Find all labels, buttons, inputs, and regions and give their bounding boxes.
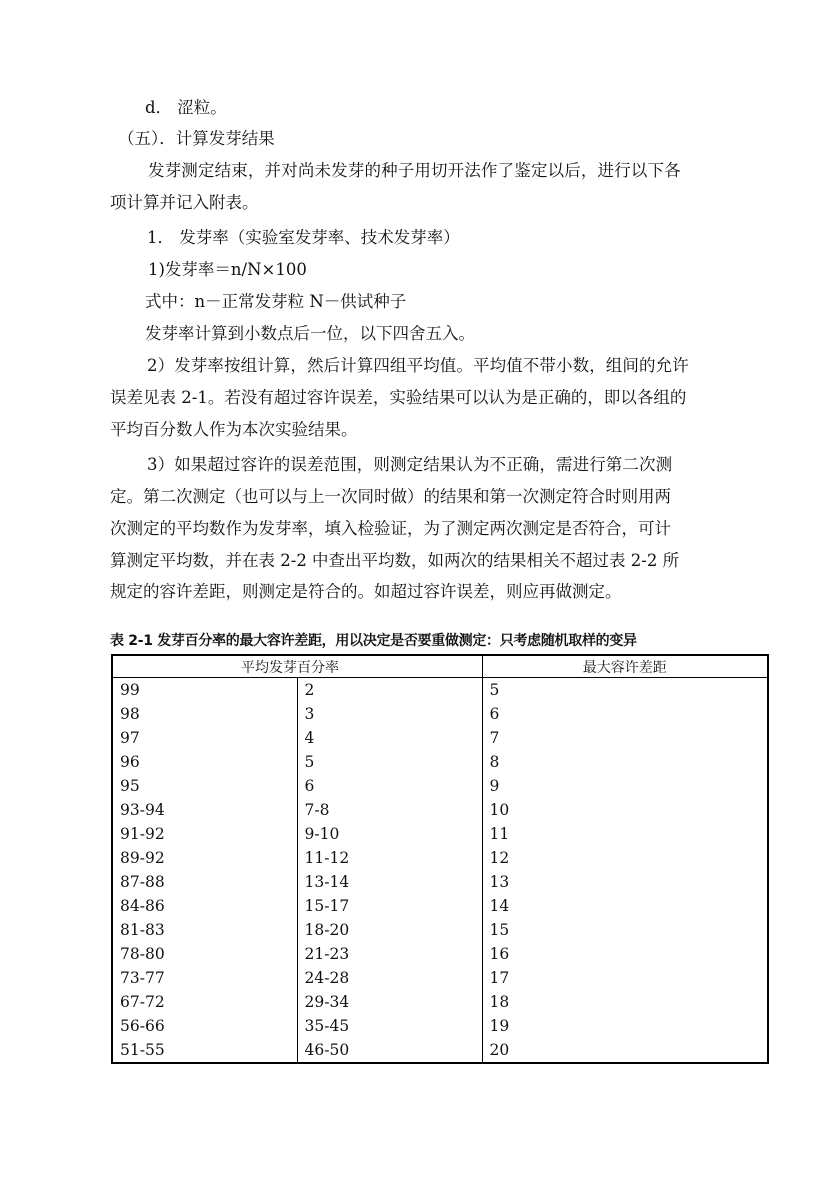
table-row xyxy=(112,678,768,703)
cell-max-tolerance: 12 xyxy=(482,846,768,870)
cell-max-tolerance: 5 xyxy=(482,678,768,703)
cell-average-low: 2 xyxy=(297,678,482,703)
cell-average-low: 3 xyxy=(297,702,482,726)
table-row xyxy=(112,1014,768,1038)
cell-average-high: 96 xyxy=(112,750,297,774)
cell-max-tolerance: 11 xyxy=(482,822,768,846)
table-row xyxy=(112,702,768,726)
tolerance-table xyxy=(111,654,769,1064)
cell-average-high: 97 xyxy=(112,726,297,750)
cell-average-low: 29-34 xyxy=(297,990,482,1014)
cell-average-low: 13-14 xyxy=(297,870,482,894)
paragraph-line: 算测定平均数，并在表 2-2 中查出平均数，如两次的结果相关不超过表 2-2 所 xyxy=(110,551,680,570)
cell-max-tolerance: 10 xyxy=(482,798,768,822)
table-row xyxy=(112,870,768,894)
cell-max-tolerance: 13 xyxy=(482,870,768,894)
paragraph-line: 发芽率计算到小数点后一位，以下四舍五入。 xyxy=(145,324,475,343)
cell-average-high: 67-72 xyxy=(112,990,297,1014)
cell-max-tolerance: 9 xyxy=(482,774,768,798)
table-row xyxy=(112,990,768,1014)
table-row xyxy=(112,942,768,966)
table-row xyxy=(112,774,768,798)
cell-max-tolerance: 14 xyxy=(482,894,768,918)
cell-average-high: 95 xyxy=(112,774,297,798)
table-row xyxy=(112,726,768,750)
cell-max-tolerance: 16 xyxy=(482,942,768,966)
cell-max-tolerance: 7 xyxy=(482,726,768,750)
table-row xyxy=(112,822,768,846)
table-row xyxy=(112,1038,768,1063)
cell-average-high: 98 xyxy=(112,702,297,726)
cell-average-high: 87-88 xyxy=(112,870,297,894)
section-heading: （五）．计算发芽结果 xyxy=(118,129,275,148)
cell-average-high: 56-66 xyxy=(112,1014,297,1038)
paragraph-line: 3）如果超过容许的误差范围，则测定结果认为不正确，需进行第二次测 xyxy=(147,455,673,474)
cell-average-low: 35-45 xyxy=(297,1014,482,1038)
subsection-heading: 1． 发芽率（实验室发芽率、技术发芽率） xyxy=(147,228,460,247)
list-item-d: d． 涩粒。 xyxy=(145,98,227,117)
cell-average-high: 73-77 xyxy=(112,966,297,990)
cell-average-high: 99 xyxy=(112,678,297,703)
cell-average-high: 81-83 xyxy=(112,918,297,942)
paragraph-line: 2）发芽率按组计算，然后计算四组平均值。平均值不带小数，组间的允许 xyxy=(147,356,689,375)
cell-max-tolerance: 18 xyxy=(482,990,768,1014)
table-caption: 表 2-1 发芽百分率的最大容许差距，用以决定是否要重做测定：只考虑随机取样的变异 xyxy=(110,633,637,649)
paragraph-line: 次测定的平均数作为发芽率，填入检验证，为了测定两次测定是否符合，可计 xyxy=(110,519,671,538)
table-header-row xyxy=(112,655,768,678)
table-row xyxy=(112,918,768,942)
cell-average-low: 15-17 xyxy=(297,894,482,918)
cell-max-tolerance: 19 xyxy=(482,1014,768,1038)
cell-average-high: 84-86 xyxy=(112,894,297,918)
table-row xyxy=(112,750,768,774)
cell-average-low: 4 xyxy=(297,726,482,750)
paragraph-line: 发芽测定结束，并对尚未发芽的种子用切开法作了鉴定以后，进行以下各 xyxy=(148,161,681,180)
header-average-germination: 平均发芽百分率 xyxy=(112,655,482,678)
cell-average-low: 5 xyxy=(297,750,482,774)
paragraph-line: 规定的容许差距，则测定是符合的。如超过容许误差，则应再做测定。 xyxy=(110,582,622,601)
cell-average-high: 93-94 xyxy=(112,798,297,822)
cell-average-low: 9-10 xyxy=(297,822,482,846)
table-row xyxy=(112,798,768,822)
cell-max-tolerance: 20 xyxy=(482,1038,768,1063)
cell-average-high: 51-55 xyxy=(112,1038,297,1063)
cell-max-tolerance: 8 xyxy=(482,750,768,774)
cell-average-high: 91-92 xyxy=(112,822,297,846)
formula-line: 1)发芽率＝n/N×100 xyxy=(148,260,307,279)
table-row xyxy=(112,846,768,870)
cell-max-tolerance: 17 xyxy=(482,966,768,990)
formula-legend: 式中：n－正常发芽粒 N－供试种子 xyxy=(145,292,407,311)
paragraph-line: 定。第二次测定（也可以与上一次同时做）的结果和第一次测定符合时则用两 xyxy=(110,487,671,506)
cell-average-low: 21-23 xyxy=(297,942,482,966)
cell-average-low: 18-20 xyxy=(297,918,482,942)
cell-max-tolerance: 6 xyxy=(482,702,768,726)
cell-max-tolerance: 15 xyxy=(482,918,768,942)
cell-average-low: 6 xyxy=(297,774,482,798)
paragraph-line: 项计算并记入附表。 xyxy=(110,193,259,212)
cell-average-high: 78-80 xyxy=(112,942,297,966)
table-row xyxy=(112,966,768,990)
cell-average-low: 46-50 xyxy=(297,1038,482,1063)
header-max-tolerance: 最大容许差距 xyxy=(482,655,768,678)
table-row xyxy=(112,894,768,918)
paragraph-line: 误差见表 2-1。若没有超过容许误差，实验结果可以认为是正确的，即以各组的 xyxy=(110,388,687,407)
cell-average-high: 89-92 xyxy=(112,846,297,870)
cell-average-low: 7-8 xyxy=(297,798,482,822)
cell-average-low: 24-28 xyxy=(297,966,482,990)
paragraph-line: 平均百分数人作为本次实验结果。 xyxy=(110,420,358,439)
cell-average-low: 11-12 xyxy=(297,846,482,870)
